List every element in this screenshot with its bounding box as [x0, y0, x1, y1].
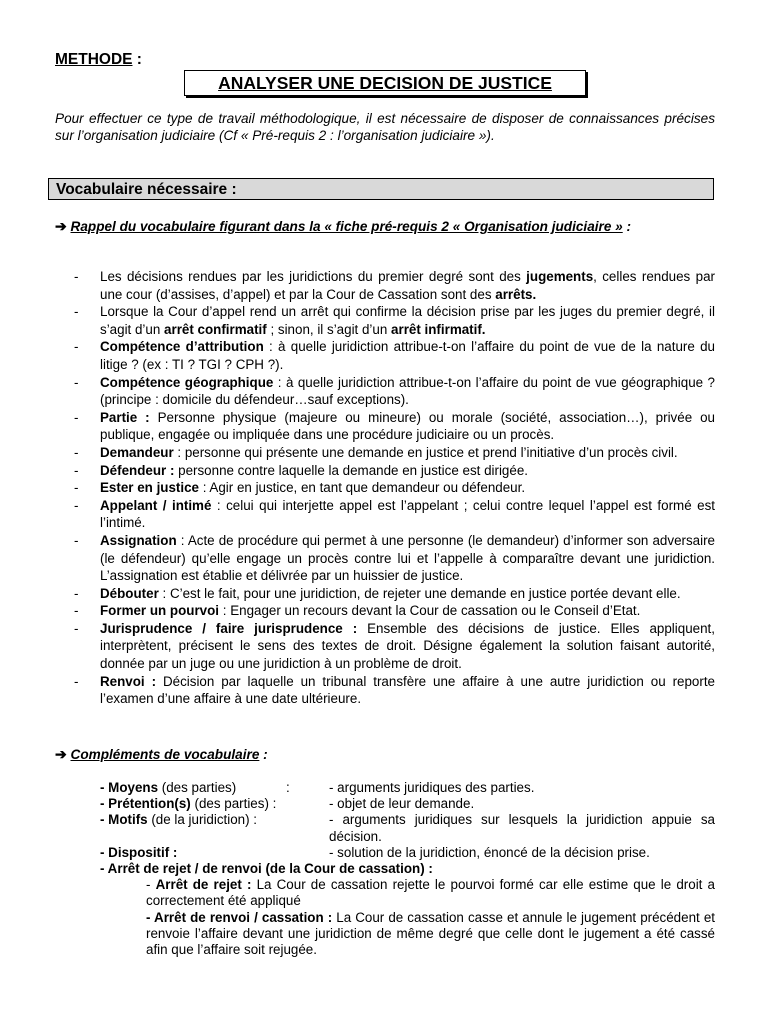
- list-item: - Compétence d’attribution : à quelle juridiction attribue-t-on l’affaire du point de vue de la nature du litige ? (ex : TI ? TGI ? CPH ?).: [74, 339, 715, 372]
- complement-row: - Motifs (de la juridiction) : - arguments juridiques sur lesquels la juridiction appuie sa décision.: [100, 812, 715, 844]
- list-item: - Compétence géographique : à quelle juridiction attribue-t-on l’affaire du point de vue géographique ? (principe : domicile du défendeur…sauf exceptions).: [74, 374, 715, 408]
- list-item: - Les décisions rendues par les juridictions du premier degré sont des jugements, celles rendues par une cour (d’assises, d’appel) et par la Cour de Cassation sont des arrêts.: [74, 269, 715, 302]
- complement-row: - Moyens (des parties) : - arguments juridiques des parties.: [100, 780, 535, 795]
- arrow-right-icon: ➔: [55, 218, 67, 234]
- list-item: - Demandeur : personne qui présente une demande en justice et prend l’initiative d’un procès civil.: [74, 444, 678, 460]
- arrow-right-icon: ➔: [55, 746, 67, 762]
- complement-row: - Dispositif : - solution de la juridiction, énoncé de la décision prise.: [100, 844, 650, 860]
- complement-row: - Prétention(s) (des parties) : - objet de leur demande.: [100, 796, 475, 812]
- recall-heading: ➔ Rappel du vocabulaire figurant dans la « fiche pré-requis 2 « Organisation judiciaire » :: [55, 218, 632, 234]
- complements-heading-text: Compléments de vocabulaire: [70, 747, 260, 762]
- renvoi-item: - Arrêt de renvoi / cassation : La Cour de cassation casse et annule le jugement précédent et renvoie l’affaire devant une juridiction de même degré que celle dont le jugement a été cassé afin que l’affaire soit rejugée.: [146, 909, 715, 958]
- list-item: - Lorsque la Cour d’appel rend un arrêt qui confirme la décision prise par les juges du premier degré, il s’agit d’un arrêt confirmatif ; sinon, il s’agit d’un arrêt infirmatif.: [74, 304, 715, 337]
- list-item: - Assignation : Acte de procédure qui permet à une personne (le demandeur) d’informer son adversaire (le défendeur) qu’elle engage un procès contre lui et l’appelle à comparaître devant une juridiction. L’assignation est établie et délivrée par un huissier de justice.: [74, 532, 715, 584]
- section-heading-vocabulaire: Vocabulaire nécessaire :: [48, 178, 714, 200]
- list-item: - Défendeur : personne contre laquelle la demande en justice est dirigée.: [74, 462, 528, 478]
- list-item: - Ester en justice : Agir en justice, en tant que demandeur ou défendeur.: [74, 480, 526, 496]
- vocabulary-list: [72, 268, 715, 708]
- list-item: - Renvoi : Décision par laquelle un tribunal transfère une affaire à une autre juridiction ou reporte l’examen d’une affaire à une date ultérieure.: [74, 673, 715, 707]
- complements-list: [100, 780, 715, 958]
- complements-heading: ➔ Compléments de vocabulaire :: [55, 746, 268, 762]
- intro-paragraph: Pour effectuer ce type de travail méthodologique, il est nécessaire de disposer de connaissances précises sur l’organisation judiciaire (Cf « Pré-requis 2 : l’organisation judiciaire »).: [55, 111, 715, 143]
- rejet-renvoi-heading: - Arrêt de rejet / de renvoi (de la Cour de cassation) :: [100, 861, 433, 877]
- document-title: ANALYSER UNE DECISION DE JUSTICE: [184, 70, 586, 96]
- rejet-item: - Arrêt de rejet : La Cour de cassation rejette le pourvoi formé car elle estime que le droit a correctement été appliqué: [146, 877, 715, 909]
- list-item: - Appelant / intimé : celui qui interjette appel est l’appelant ; celui contre lequel l’appel est formé est l’intimé.: [74, 497, 715, 531]
- method-label: METHODE :: [55, 51, 142, 68]
- list-item: - Débouter : C’est le fait, pour une juridiction, de rejeter une demande en justice portée devant elle.: [74, 585, 681, 601]
- list-item: - Partie : Personne physique (majeure ou mineure) ou morale (société, association…), privée ou publique, engagée ou impliquée dans une procédure judiciaire ou un procès.: [74, 409, 715, 443]
- list-item: - Jurisprudence / faire jurisprudence : Ensemble des décisions de justice. Elles appliquent, interprètent, précisent le sens des textes de droit. Désigne également la solution faisant autorité, donnée par un juge ou une juridiction à un problème de droit.: [74, 620, 715, 672]
- list-item: - Former un pourvoi : Engager un recours devant la Cour de cassation ou le Conseil d’Etat.: [74, 603, 641, 619]
- recall-heading-text: Rappel du vocabulaire figurant dans la « fiche pré-requis 2 « Organisation judiciaire »: [70, 219, 623, 234]
